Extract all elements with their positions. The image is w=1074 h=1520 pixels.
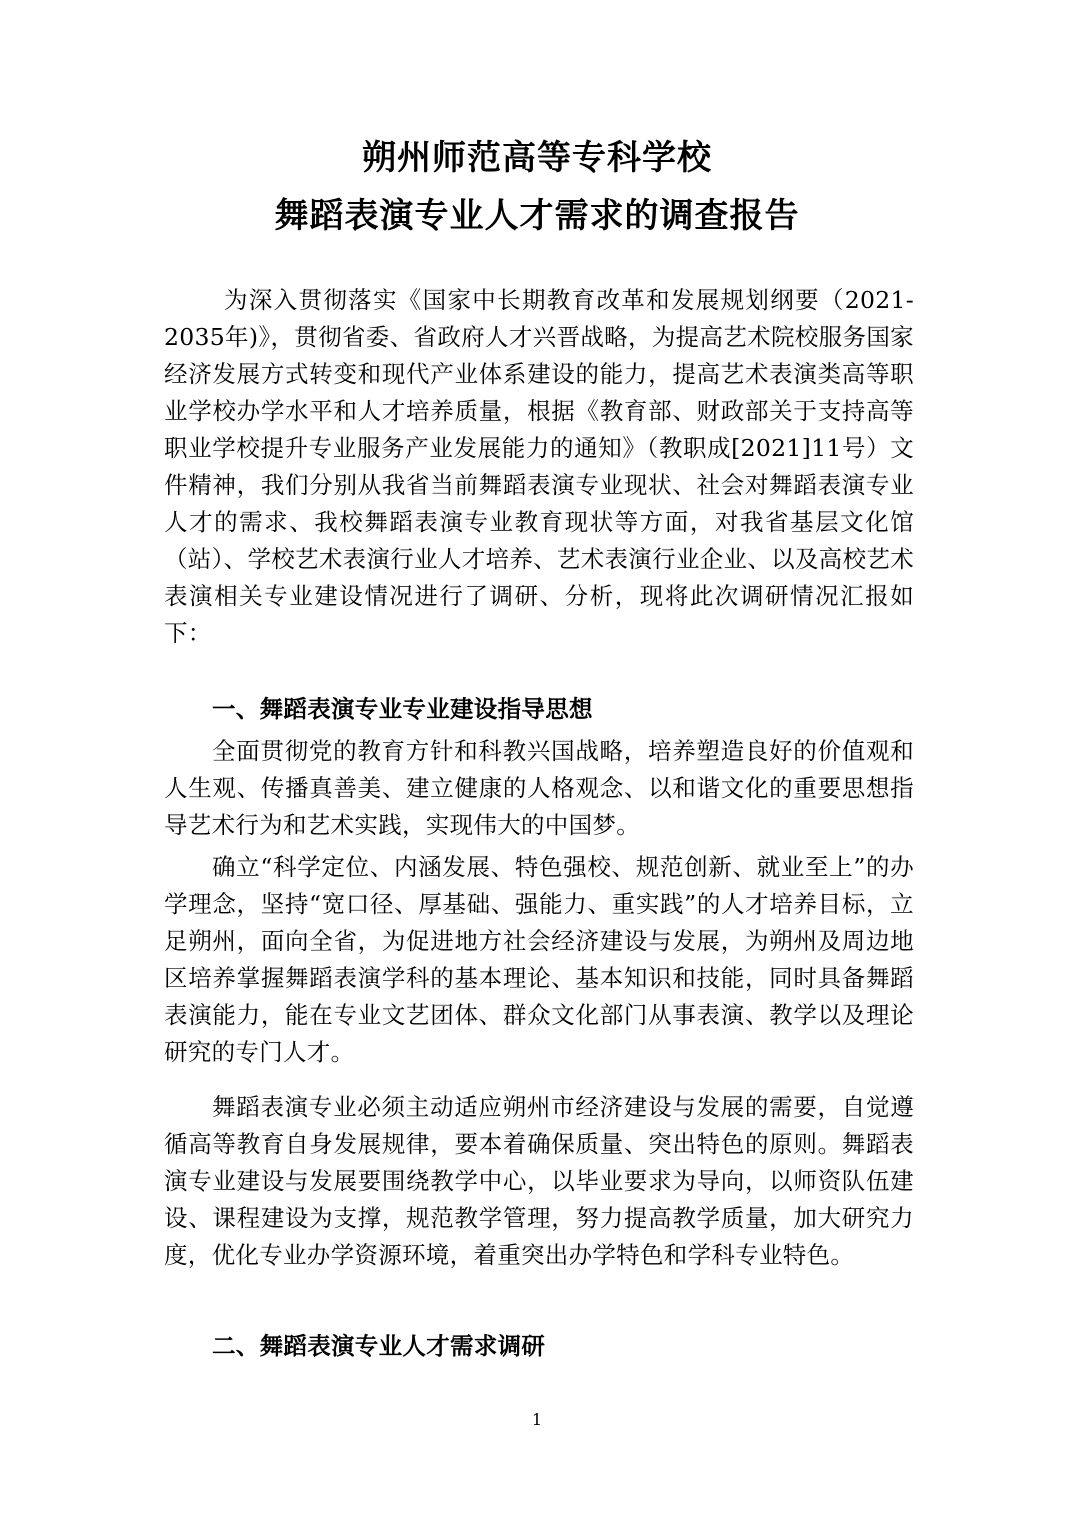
section-heading-1: 一、舞蹈表演专业专业建设指导思想 — [212, 695, 593, 723]
intro-paragraph: 为深入贯彻落实《国家中长期教育改革和发展规划纲要（2021-2035年)》，贯彻省委、省政府人才兴晋战略，为提高艺术院校服务国家经济发展方式转变和现代产业体系建设的能力，提高艺术表演类高等职业学校办学水平和人才培养质量，根据《教育部、财政部关于支持高等职业学校提升专业服务产业发展能力的通知》（教职成[2021]11号）文件精神，我们分别从我省当前舞蹈表演专业现状、社会对舞蹈表演专业人才的需求、我校舞蹈表演专业教育现状等方面，对我省基层文化馆（站）、学校艺术表演行业人才培养、艺术表演行业企业、以及高校艺术表演相关专业建设情况进行了调研、分析，现将此次调研情况汇报如下： — [164, 286, 914, 647]
section1-paragraph-2: 确立“科学定位、内涵发展、特色强校、规范创新、就业至上”的办学理念，坚持“宽口径、厚基础、强能力、重实践”的人才培养目标，立足朔州，面向全省，为促进地方社会经济建设与发展，为朔州及周边地区培养掌握舞蹈表演学科的基本理论、基本知识和技能，同时具备舞蹈表演能力，能在专业文艺团体、群众文化部门从事表演、教学以及理论研究的专门人才。 — [164, 853, 914, 1066]
page-number: 1 — [531, 1410, 543, 1429]
section1-paragraph-1: 全面贯彻党的教育方针和科教兴国战略，培养塑造良好的价值观和人生观、传播真善美、建立健康的人格观念、以和谐文化的重要思想指导艺术行为和艺术实践，实现伟大的中国梦。 — [164, 737, 914, 839]
document-title-line2: 舞蹈表演专业人才需求的调查报告 — [274, 196, 800, 236]
document-title-line1: 朔州师范高等专科学校 — [362, 138, 712, 178]
section-heading-2: 二、舞蹈表演专业人才需求调研 — [212, 1332, 546, 1360]
section1-paragraph-3: 舞蹈表演专业必须主动适应朔州市经济建设与发展的需要，自觉遵循高等教育自身发展规律，要本着确保质量、突出特色的原则。舞蹈表演专业建设与发展要围绕教学中心，以毕业要求为导向，以师资队伍建设、课程建设为支撑，规范教学管理，努力提高教学质量，加大研究力度，优化专业办学资源环境，着重突出办学特色和学科专业特色。 — [164, 1093, 914, 1269]
